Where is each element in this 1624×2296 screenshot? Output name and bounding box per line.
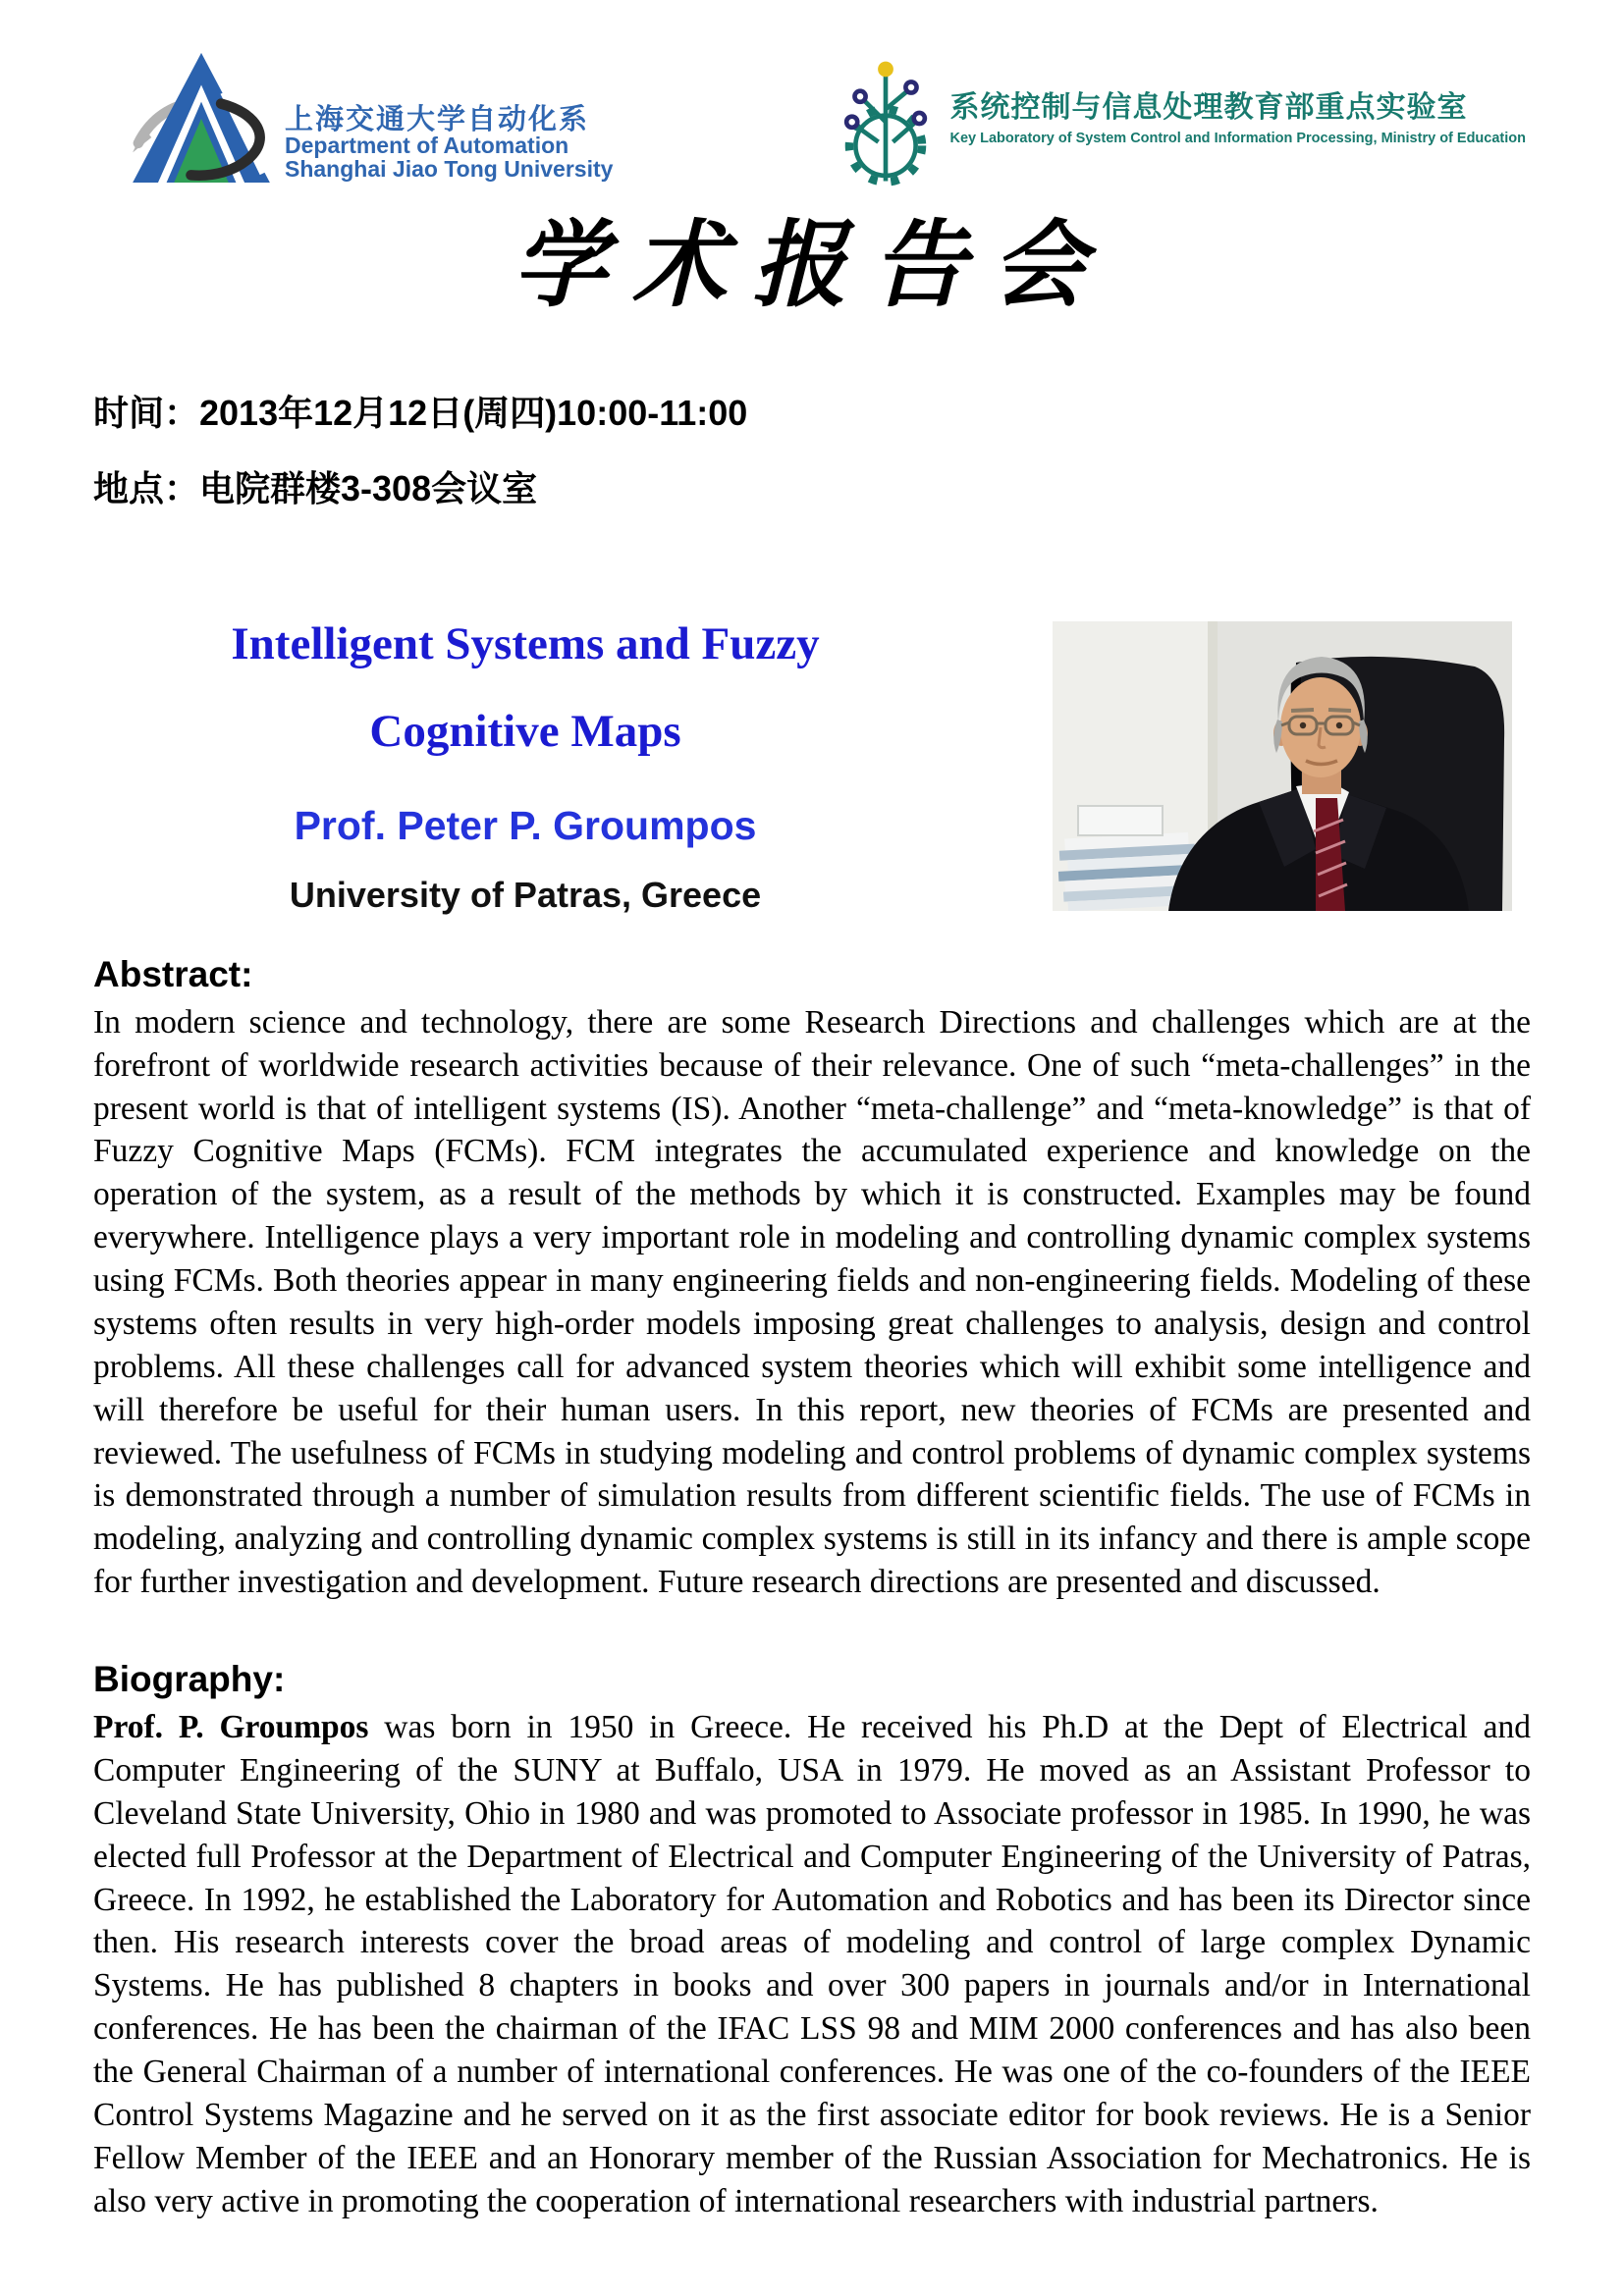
time-value: 2013年12月12日(周四)10:00-11:00: [199, 392, 748, 433]
speaker-name: Prof. Peter P. Groumpos: [294, 802, 757, 848]
sjtu-automation-logo-text: [285, 105, 613, 183]
key-lab-line-en: Key Laboratory of System Control and Information Processing, Ministry of Education: [949, 131, 1526, 146]
sjtu-automation-logo: [128, 51, 613, 183]
biography-lead: Prof. P. Groumpos: [93, 1709, 369, 1746]
sjtu-logo-line-zh: 上海交通大学自动化系: [285, 103, 590, 135]
key-lab-logo-text: [949, 91, 1526, 146]
abstract-heading: Abstract:: [93, 953, 253, 994]
sjtu-logo-line-en2: Shanghai Jiao Tong University: [285, 155, 614, 182]
abstract-section: [0, 954, 1624, 1604]
key-lab-gear-circuit-icon: [836, 51, 936, 187]
key-lab-line-zh: 系统控制与信息处理教育部重点实验室: [949, 91, 1468, 124]
speaker-photo: [1053, 621, 1512, 911]
time-line: [93, 386, 1531, 436]
talk-title-line1: Intelligent Systems and Fuzzy: [231, 617, 820, 669]
place-line: [93, 461, 1531, 511]
biography-rest: was born in 1950 in Greece. He received his Ph.D at the Dept of Electrical and Computer Engineering of the SUNY at Buffalo, USA in 1979. He moved as an Assistant Professor to Cleveland State University, Ohio in 1980 and was promoted to Associate professor in 1985. In 1990, he was elected full Professor at the Department of Electrical and Computer Engineering of the University of Patras, Greece. In 1992, he established the Laboratory for Automation and Robotics and has been its Director since then. His research interests cover the broad areas of modeling and control of large complex Dynamic Systems. He has published 8 chapters in books and over 300 papers in journals and/or in International conferences. He has been the chairman of the IFAC LSS 98 and MIM 2000 conferences and has also been the General Chairman of a number of international conferences. He was one of the co-founders of the IEEE Control Systems Magazine and he served on it as the first associate editor for book reviews. He is a Senior Fellow Member of the IEEE and an Honorary member of the Russian Association for Mechatronics. He is also very active in promoting the cooperation of international researchers with industrial partners.: [93, 1709, 1531, 2219]
place-value: 电院群楼3-308会议室: [199, 467, 538, 508]
biography-heading: Biography:: [93, 1659, 286, 1700]
biography-body: [93, 1706, 1531, 2223]
time-label: 时间：: [93, 392, 200, 433]
place-label: 地点：: [93, 467, 200, 508]
abstract-body: In modern science and technology, there are some Research Directions and challenges which are at the forefront of worldwide research activities because of their relevance. One of such “meta-challenges” in the present world is that of intelligent systems (IS). Another “meta-challenge” and “meta-knowledge” is that of Fuzzy Cognitive Maps (FCMs). FCM integrates the accumulated experience and knowledge on the operation of the system, as a result of the methods by which it is constructed. Examples may be found everywhere. Intelligence plays a very important role in modeling and controlling dynamic complex systems using FCMs. Both theories appear in many engineering fields and non-engineering fields. Modeling of these systems often results in very high-order models imposing great challenges to analysis, design and control problems. All these challenges call for advanced system theories which will exhibit some intelligence and will therefore be useful for their human users. In this report, new theories of FCMs are presented and reviewed. The usefulness of FCMs in studying modeling and control problems of dynamic complex systems is demonstrated through a number of simulation results from different scientific fields. The use of FCMs in modeling, analyzing and controlling dynamic complex systems is still in its infancy and there is ample scope for further investigation and development. Future research directions are presented and discussed.: [93, 1003, 1531, 1601]
talk-title-block: [93, 617, 957, 915]
page-title: 学术报告会: [513, 209, 1111, 320]
meta-info: [93, 386, 1531, 511]
sjtu-logo-line-en1: Department of Automation: [285, 133, 569, 159]
header-logos: [0, 0, 1624, 187]
key-lab-logo: [836, 51, 1526, 187]
talk-header: [0, 617, 1624, 915]
sjtu-automation-mark-icon: [128, 51, 275, 183]
speaker-affiliation: University of Patras, Greece: [289, 874, 762, 915]
talk-title-line2: Cognitive Maps: [369, 705, 681, 757]
biography-section: [0, 1659, 1624, 2223]
speaker-portrait-illustration: [1053, 621, 1512, 911]
